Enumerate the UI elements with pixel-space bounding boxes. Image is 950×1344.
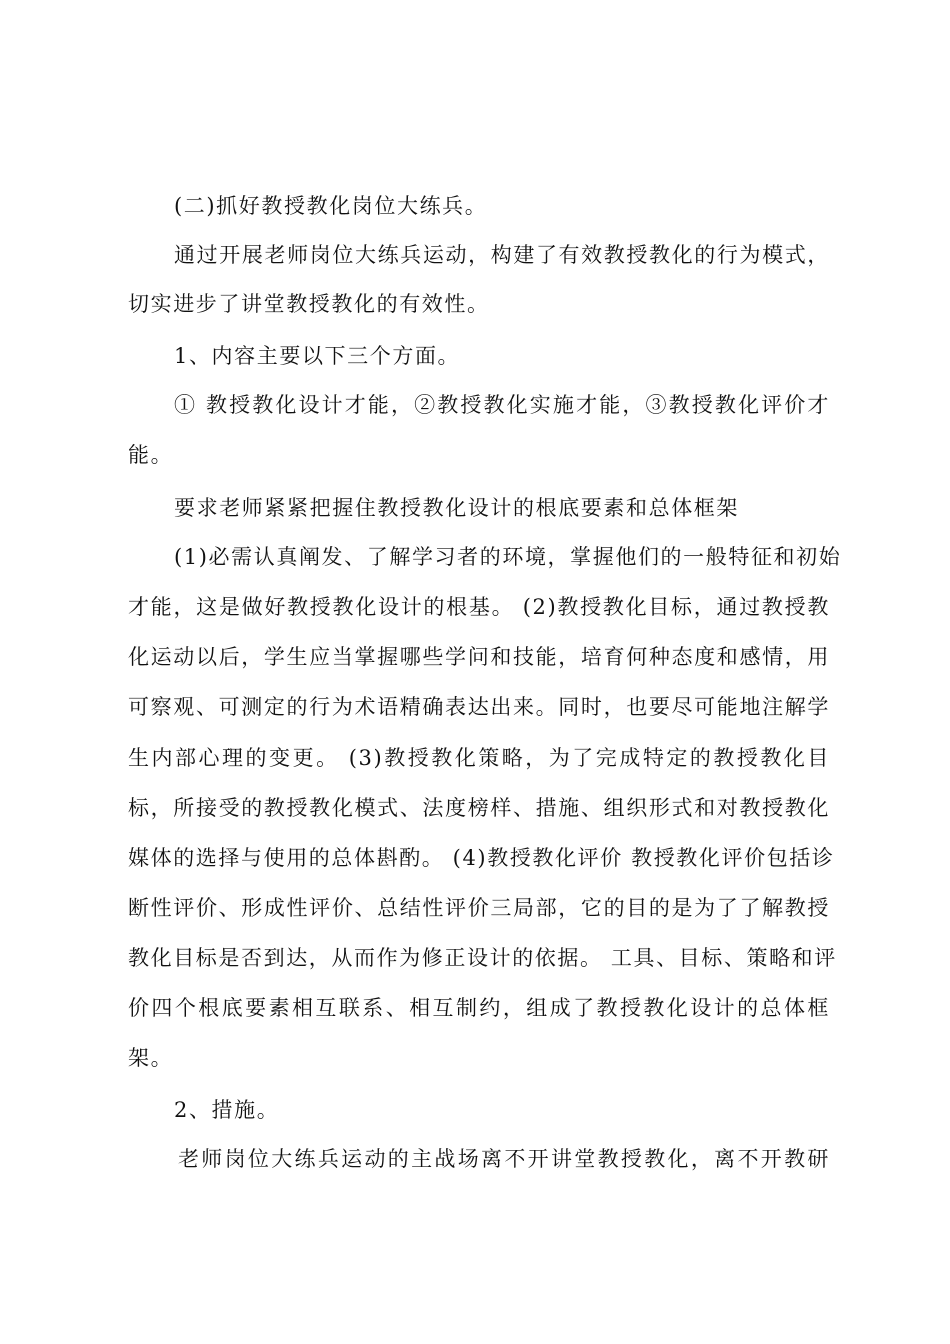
paragraph-line: 媒体的选择与使用的总体斟酌。 (4)教授教化评价 教授教化评价包括诊 — [128, 846, 835, 870]
subheading: 2、措施。 — [174, 1098, 280, 1122]
section-heading: (二)抓好教授教化岗位大练兵。 — [174, 194, 488, 218]
paragraph-line: 价四个根底要素相互联系、相互制约，组成了教授教化设计的总体框 — [128, 996, 830, 1020]
paragraph-line: 老师岗位大练兵运动的主战场离不开讲堂教授教化，离不开教研 — [178, 1147, 830, 1171]
paragraph-line: ① 教授教化设计才能，②教授教化实施才能，③教授教化评价才 — [174, 393, 830, 417]
paragraph-line: 教化目标是否到达，从而作为修正设计的依据。 工具、目标、策略和评 — [128, 946, 837, 970]
paragraph-line: 通过开展老师岗位大练兵运动，构建了有效教授教化的行为模式， — [174, 243, 830, 267]
subheading: 1、内容主要以下三个方面。 — [174, 344, 461, 368]
paragraph-line: (1)必需认真阐发、了解学习者的环境，掌握他们的一般特征和初始 — [174, 545, 842, 569]
paragraph-line: 可察观、可测定的行为术语精确表达出来。同时，也要尽可能地注解学 — [128, 695, 830, 719]
paragraph-line: 化运动以后，学生应当掌握哪些学问和技能，培育何种态度和感情，用 — [128, 645, 830, 669]
paragraph-line: 断性评价、形成性评价、总结性评价三局部，它的目的是为了了解教授 — [128, 896, 830, 920]
paragraph-line: 能。 — [128, 443, 174, 467]
paragraph-line: 才能，这是做好教授教化设计的根基。 (2)教授教化目标，通过教授教 — [128, 595, 830, 619]
paragraph-line: 生内部心理的变更。 (3)教授教化策略，为了完成特定的教授教化目 — [128, 746, 830, 770]
paragraph-line: 要求老师紧紧把握住教授教化设计的根底要素和总体框架 — [174, 496, 739, 520]
paragraph-line: 架。 — [128, 1046, 174, 1070]
paragraph-line: 标，所接受的教授教化模式、法度榜样、措施、组织形式和对教授教化 — [128, 796, 830, 820]
paragraph-line: 切实进步了讲堂教授教化的有效性。 — [128, 292, 490, 316]
